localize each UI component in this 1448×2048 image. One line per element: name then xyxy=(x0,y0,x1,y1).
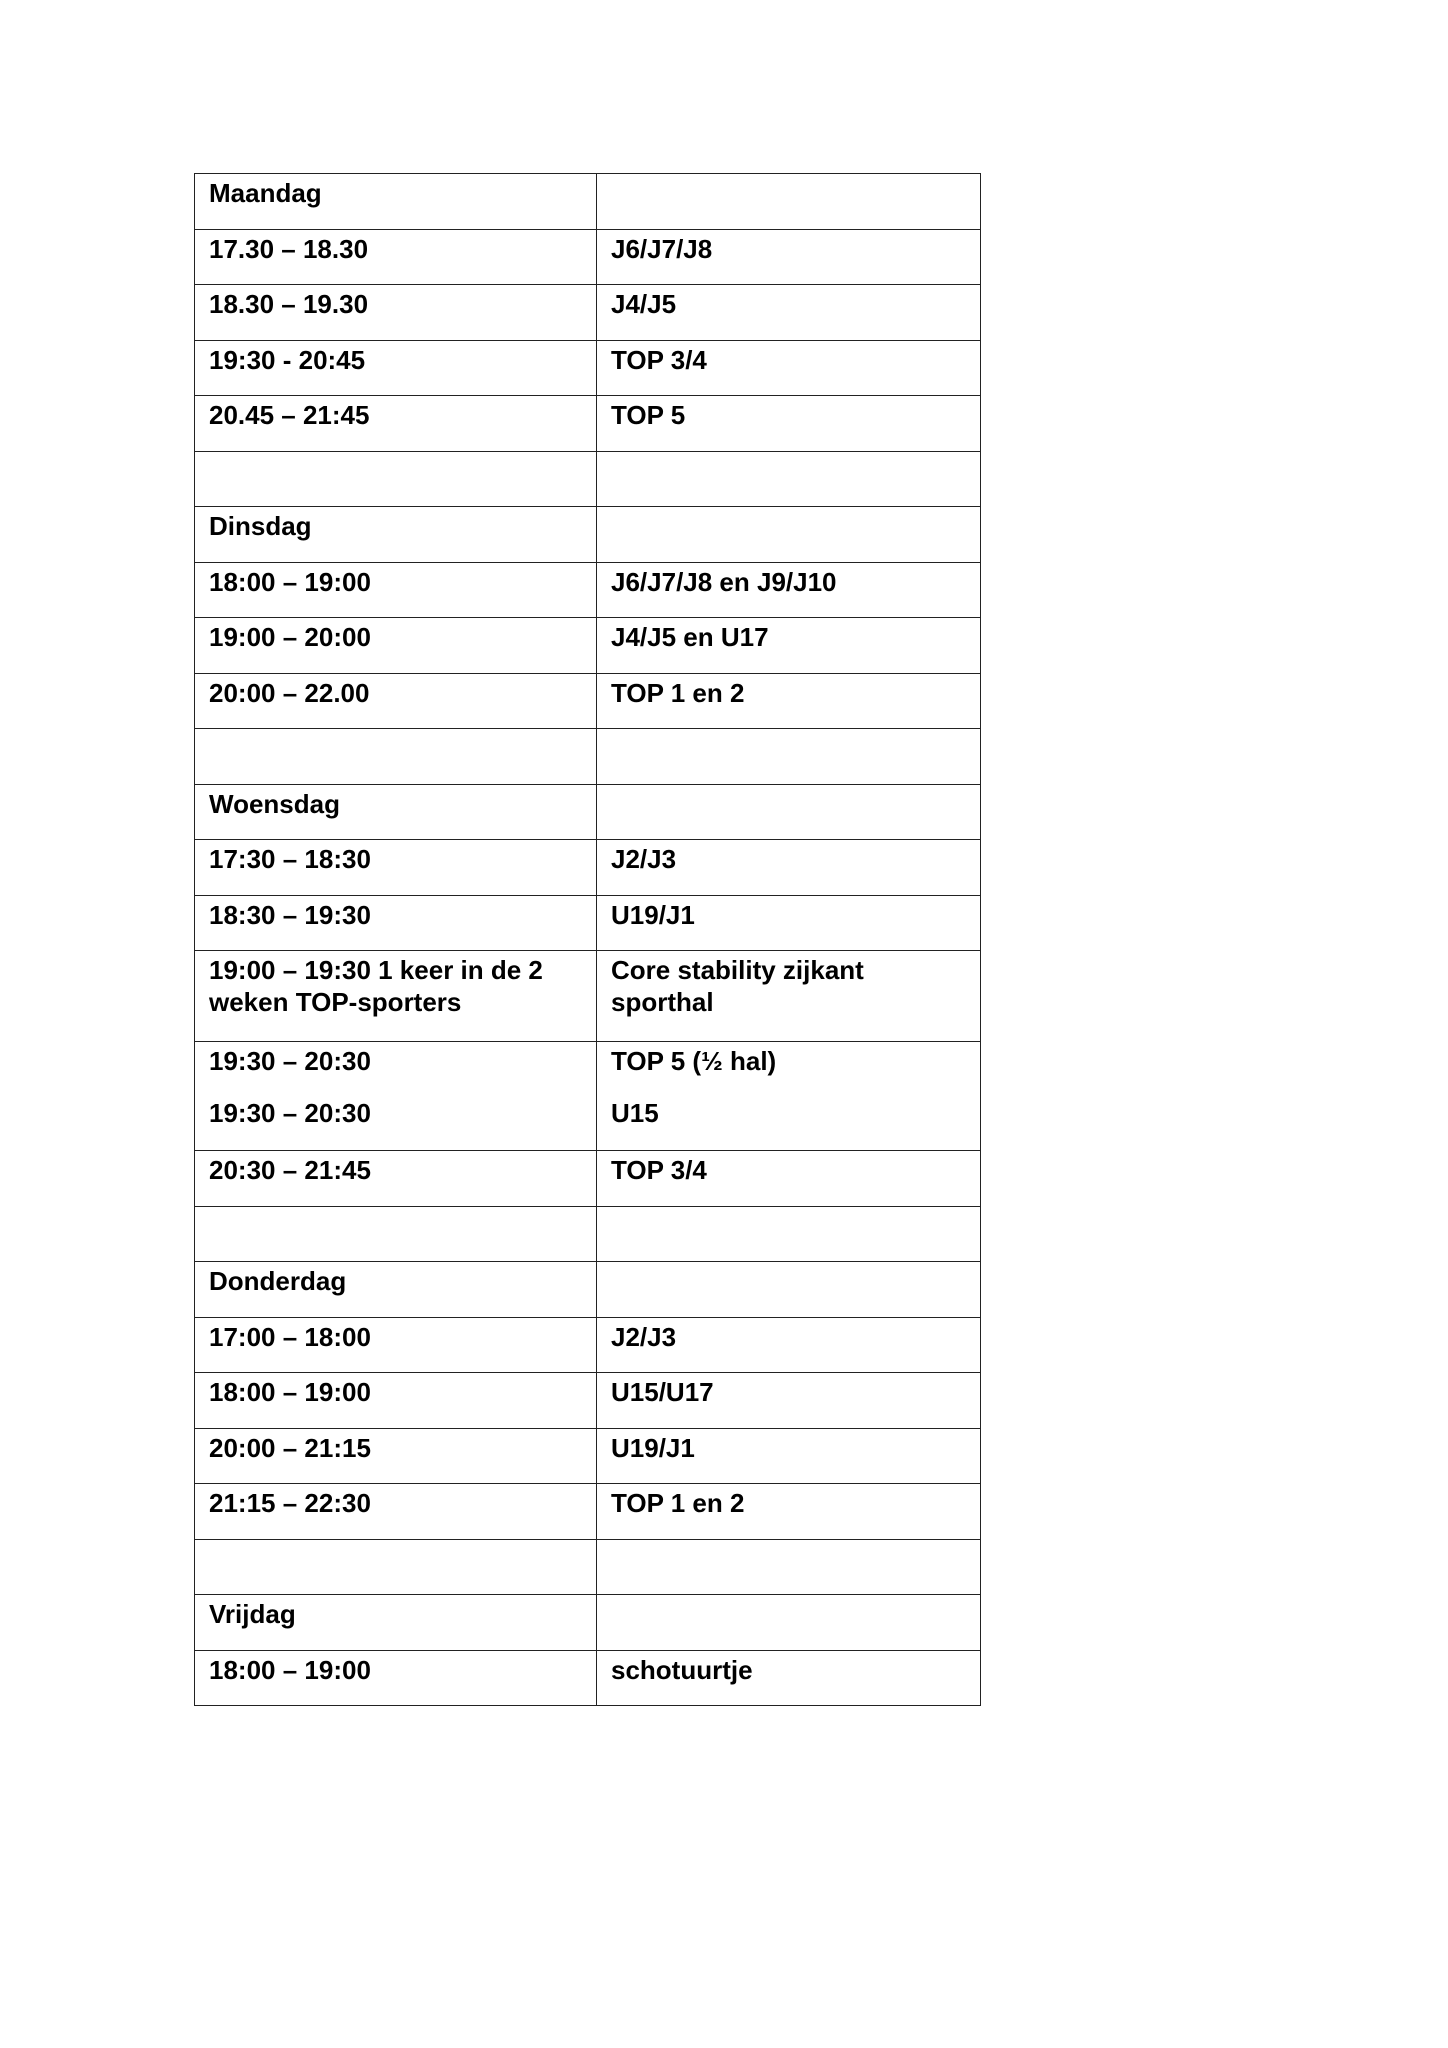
time-range xyxy=(209,1484,584,1519)
time-range-text: 18:00 – 19:00 xyxy=(209,1377,371,1407)
group-cell xyxy=(597,895,981,951)
time-cell xyxy=(195,1317,597,1373)
schedule-row xyxy=(195,618,981,674)
group-label-text: U15/U17 xyxy=(611,1377,714,1407)
group-label xyxy=(611,618,968,653)
day-name xyxy=(209,785,584,820)
time-range xyxy=(209,896,584,931)
time-cell xyxy=(195,618,597,674)
schedule-row xyxy=(195,1373,981,1429)
group-cell xyxy=(597,1595,981,1651)
day-name xyxy=(209,174,584,209)
group-label-text: U19/J1 xyxy=(611,899,695,930)
day-header-row xyxy=(195,1262,981,1318)
schedule-row xyxy=(195,396,981,452)
day-name-text: Vrijdag xyxy=(209,1599,296,1629)
time-range xyxy=(209,1373,584,1408)
group-cell xyxy=(597,840,981,896)
time-range-text: 20:00 – 21:15 xyxy=(209,1432,371,1463)
day-name-cell xyxy=(195,174,597,230)
time-range xyxy=(209,618,584,653)
time-cell xyxy=(195,729,597,785)
spacer-row xyxy=(195,1539,981,1595)
group-label-text: U15 xyxy=(611,1098,659,1128)
group-label xyxy=(611,452,968,455)
time-cell xyxy=(195,1650,597,1706)
group-label xyxy=(611,951,968,1018)
time-cell xyxy=(195,340,597,396)
group-cell xyxy=(597,396,981,452)
time-range xyxy=(209,1207,584,1210)
group-label xyxy=(611,1651,968,1686)
time-range xyxy=(209,563,584,598)
schedule-row xyxy=(195,673,981,729)
group-label-text: Core stability zijkant sporthal xyxy=(611,955,864,1017)
group-cell xyxy=(597,1650,981,1706)
group-cell xyxy=(597,229,981,285)
schedule-row xyxy=(195,1042,981,1151)
spacer-row xyxy=(195,1206,981,1262)
time-range-text: 18.30 – 19.30 xyxy=(209,289,369,319)
day-name-cell xyxy=(195,1595,597,1651)
group-label-text: J4/J5 en U17 xyxy=(611,622,769,652)
group-cell xyxy=(597,618,981,674)
time-cell xyxy=(195,396,597,452)
time-range xyxy=(209,1429,584,1464)
day-name xyxy=(209,1262,584,1297)
day-header-row xyxy=(195,784,981,840)
time-range-text: 18:00 – 19:00 xyxy=(209,1654,371,1685)
group-label xyxy=(611,1318,968,1353)
group-cell xyxy=(597,1042,981,1151)
group-label xyxy=(611,1373,968,1408)
time-range-text: 18:00 – 19:00 xyxy=(209,566,371,597)
time-range-text: 17.30 – 18.30 xyxy=(209,233,369,264)
day-header-row xyxy=(195,507,981,563)
group-label xyxy=(611,1262,968,1265)
schedule-row xyxy=(195,1151,981,1207)
group-label xyxy=(611,341,968,376)
group-cell xyxy=(597,1317,981,1373)
group-label xyxy=(611,1595,968,1598)
time-cell xyxy=(195,895,597,951)
group-label xyxy=(611,896,968,931)
time-range xyxy=(209,230,584,265)
time-range-text: 19:30 - 20:45 xyxy=(209,344,366,375)
group-cell xyxy=(597,784,981,840)
group-cell xyxy=(597,507,981,563)
day-name-cell xyxy=(195,1262,597,1318)
time-cell xyxy=(195,1484,597,1540)
group-label-text: J6/J7/J8 en J9/J10 xyxy=(611,566,837,597)
training-schedule-table xyxy=(194,173,981,1706)
group-cell xyxy=(597,729,981,785)
group-label xyxy=(611,1484,968,1519)
time-cell xyxy=(195,673,597,729)
time-cell xyxy=(195,229,597,285)
time-cell xyxy=(195,1373,597,1429)
group-cell xyxy=(597,1206,981,1262)
group-cell xyxy=(597,340,981,396)
time-range-text: 20:30 – 21:45 xyxy=(209,1155,371,1185)
group-label xyxy=(611,729,968,732)
group-label xyxy=(611,507,968,510)
schedule-row xyxy=(195,951,981,1042)
group-label-text: J2/J3 xyxy=(611,844,677,874)
group-label-text: J2/J3 xyxy=(611,1321,677,1352)
time-range xyxy=(209,1540,584,1543)
time-cell xyxy=(195,840,597,896)
group-label xyxy=(611,674,968,709)
day-name-text: Donderdag xyxy=(209,1266,347,1296)
group-cell xyxy=(597,174,981,230)
group-label-text: U19/J1 xyxy=(611,1432,695,1463)
time-range xyxy=(209,951,584,1018)
time-range xyxy=(209,1651,584,1686)
time-range-text: 19:00 – 20:00 xyxy=(209,622,371,652)
time-range-text: 18:30 – 19:30 xyxy=(209,899,371,930)
group-label xyxy=(611,563,968,598)
group-cell xyxy=(597,1539,981,1595)
time-range-text: 19:30 – 20:30 xyxy=(209,1098,371,1128)
schedule-row xyxy=(195,229,981,285)
group-label-text: TOP 1 en 2 xyxy=(611,1488,745,1518)
time-cell xyxy=(195,1539,597,1595)
schedule-row xyxy=(195,1317,981,1373)
group-cell xyxy=(597,1262,981,1318)
time-range-text: 17:30 – 18:30 xyxy=(209,844,371,874)
group-label xyxy=(611,285,968,320)
group-label-text: TOP 1 en 2 xyxy=(611,677,745,708)
time-cell xyxy=(195,562,597,618)
day-name-cell xyxy=(195,784,597,840)
group-label-text: J4/J5 xyxy=(611,289,677,319)
group-cell xyxy=(597,451,981,507)
group-cell xyxy=(597,1484,981,1540)
training-schedule-body xyxy=(195,174,981,1706)
schedule-row xyxy=(195,895,981,951)
time-range xyxy=(209,729,584,732)
group-label xyxy=(611,174,968,177)
day-name-text: Maandag xyxy=(209,178,322,208)
time-range xyxy=(209,285,584,320)
group-label xyxy=(611,1429,968,1464)
group-label xyxy=(611,1207,968,1210)
spacer-row xyxy=(195,729,981,785)
day-name xyxy=(209,507,584,542)
day-name-text: Woensdag xyxy=(209,788,340,819)
time-range xyxy=(209,452,584,455)
group-cell xyxy=(597,1428,981,1484)
spacer-row xyxy=(195,451,981,507)
schedule-row xyxy=(195,1428,981,1484)
group-label-text: J6/J7/J8 xyxy=(611,233,713,264)
time-cell xyxy=(195,1042,597,1151)
group-label xyxy=(611,230,968,265)
group-cell xyxy=(597,1373,981,1429)
time-range xyxy=(209,1151,584,1186)
group-cell xyxy=(597,951,981,1042)
time-range-text: 17:00 – 18:00 xyxy=(209,1321,371,1352)
time-range-text: 21:15 – 22:30 xyxy=(209,1488,371,1518)
group-label xyxy=(611,840,968,875)
group-label-text: TOP 3/4 xyxy=(611,344,707,375)
group-cell xyxy=(597,673,981,729)
schedule-row xyxy=(195,1484,981,1540)
group-label-text: TOP 5 xyxy=(611,400,686,430)
time-range xyxy=(209,341,584,376)
time-range-text: 19:00 – 19:30 1 keer in de 2 weken TOP-sporters xyxy=(209,955,543,1017)
time-range xyxy=(209,396,584,431)
time-range xyxy=(209,840,584,875)
day-name xyxy=(209,1595,584,1630)
group-label-text: schotuurtje xyxy=(611,1654,753,1685)
time-range xyxy=(209,1318,584,1353)
group-label-text: TOP 5 (½ hal) xyxy=(611,1046,777,1076)
group-label xyxy=(611,785,968,788)
day-name-text: Dinsdag xyxy=(209,511,312,541)
time-range xyxy=(209,674,584,709)
time-cell xyxy=(195,451,597,507)
day-header-row xyxy=(195,1595,981,1651)
day-name-cell xyxy=(195,507,597,563)
time-cell xyxy=(195,1151,597,1207)
schedule-row xyxy=(195,1650,981,1706)
group-cell xyxy=(597,1151,981,1207)
schedule-row xyxy=(195,285,981,341)
day-header-row xyxy=(195,174,981,230)
time-range-text: 20:00 – 22.00 xyxy=(209,677,370,708)
group-label xyxy=(611,1540,968,1543)
time-cell xyxy=(195,1206,597,1262)
time-range-text: 20.45 – 21:45 xyxy=(209,400,370,430)
time-range-text: 19:30 – 20:30 xyxy=(209,1046,371,1076)
time-cell xyxy=(195,1428,597,1484)
group-cell xyxy=(597,285,981,341)
schedule-row xyxy=(195,340,981,396)
schedule-row xyxy=(195,562,981,618)
time-range xyxy=(209,1042,584,1129)
group-label xyxy=(611,396,968,431)
group-label xyxy=(611,1042,968,1129)
schedule-row xyxy=(195,840,981,896)
time-cell xyxy=(195,285,597,341)
group-cell xyxy=(597,562,981,618)
group-label-text: TOP 3/4 xyxy=(611,1155,707,1185)
time-cell xyxy=(195,951,597,1042)
group-label xyxy=(611,1151,968,1186)
